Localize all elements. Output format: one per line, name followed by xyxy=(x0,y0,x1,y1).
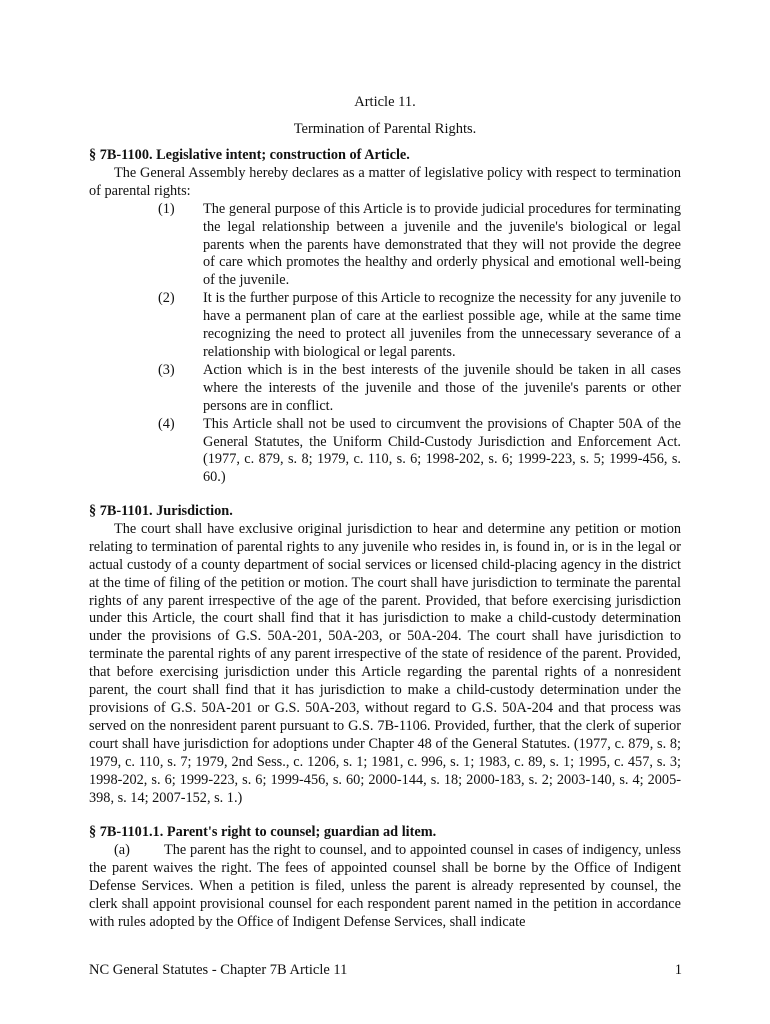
list-item xyxy=(89,416,681,488)
section-heading: § 7B-1101. Jurisdiction. xyxy=(89,503,233,519)
section-heading: § 7B-1100. Legislative intent; construction of Article. xyxy=(89,147,410,163)
section-body: The court shall have exclusive original jurisdiction to hear and determine any petition or motion relating to termination of parental rights to any juvenile who resides in, is found in, or is in the legal or actual custody of a county department of social services or licensed child-placing agency in the district at the time of filing of the petition or motion. The court shall have jurisdiction to terminate the parental rights of any parent irrespective of the age of the parent. Provided, that before exercising jurisdiction under this Article, the court shall find that it has jurisdiction to make a child-custody determination under the provisions of G.S. 50A-201, 50A-203, or 50A-204. The court shall have jurisdiction to terminate the parental rights of any parent irrespective of the state of residence of the parent. Provided, that before exercising jurisdiction under this Article regarding the parental rights of a nonresident parent, the court shall find that it has jurisdiction to make a child-custody determination under the provisions of G.S. 50A-201 or G.S. 50A-203, without regard to G.S. 50A-204 and that process was served on the nonresident parent pursuant to G.S. 7B-1106. Provided, further, that the clerk of superior court shall have jurisdiction for adoptions under Chapter 48 of the General Statutes. (1977, c. 879, s. 8; 1979, c. 110, s. 7; 1979, 2nd Sess., c. 1206, s. 1; 1981, c. 996, s. 1; 1983, c. 89, s. 1; 1995, c. 457, s. 3; 1998-202, s. 6; 1999-223, s. 6; 1999-456, s. 60; 2000-144, s. 18; 2000-183, s. 2; 2003-140, s. 4; 2005-398, s. 14; 2007-152, s. 1.) xyxy=(89,520,681,806)
list-item-text: Action which is in the best interests of the juvenile should be taken in all cases where the interests of the juvenile and those of the juvenile's parents or other persons are in conflict. xyxy=(203,361,681,414)
list-item-number: (3) xyxy=(158,361,175,378)
footer-title: NC General Statutes - Chapter 7B Article 11 xyxy=(89,962,348,978)
subsection-a xyxy=(89,842,681,932)
article-title: Termination of Parental Rights. xyxy=(293,121,477,137)
list-item xyxy=(89,290,681,362)
list-item-number: (4) xyxy=(158,415,175,432)
section-7b-1101 xyxy=(89,503,681,807)
page-number: 1 xyxy=(674,962,682,978)
list-item-number: (1) xyxy=(158,200,175,217)
article-number: Article 11. xyxy=(354,94,416,110)
section-7b-1101-1 xyxy=(89,824,681,931)
list-item-text: It is the further purpose of this Article to recognize the necessity for any juvenile to have a permanent plan of care at the earliest possible age, while at the same time recognizing the need to protect all juveniles from the unnecessary severance of a relationship with biological or legal parents. xyxy=(203,290,681,360)
list-item xyxy=(89,201,681,291)
section-intro: The General Assembly hereby declares as a matter of legislative policy with respect to termination of parental rights: xyxy=(89,164,681,199)
subsection-text: The parent has the right to counsel, and to appointed counsel in cases of indigency, unless the parent waives the right. The fees of appointed counsel shall be borne by the Office of Indigent Defense Services. When a petition is filed, unless the parent is already represented by counsel, the clerk shall appoint provisional counsel for each respondent parent named in the petition in accordance with rules adopted by the Office of Indigent Defense Services, shall indicate xyxy=(89,841,681,930)
list-item-number: (2) xyxy=(158,290,175,307)
section-heading: § 7B-1101.1. Parent's right to counsel; guardian ad litem. xyxy=(89,824,437,840)
subsection-label: (a) xyxy=(114,841,130,858)
list-item-text: The general purpose of this Article is to provide judicial procedures for terminating the legal relationship between a juvenile and the juvenile's biological or legal parents when the parents have demonstrated that they will not provide the degree of care which promotes the healthy and orderly physical and emotional well-being of the juvenile. xyxy=(203,200,681,289)
list-item xyxy=(89,362,681,416)
list-item-text: This Article shall not be used to circumvent the provisions of Chapter 50A of the General Statutes, the Uniform Child-Custody Jurisdiction and Enforcement Act. (1977, c. 879, s. 8; 1979, c. 110, s. 6; 1998-202, s. 6; 1999-223, s. 5; 1999-456, s. 60.) xyxy=(203,415,681,486)
section-7b-1100 xyxy=(89,147,681,487)
